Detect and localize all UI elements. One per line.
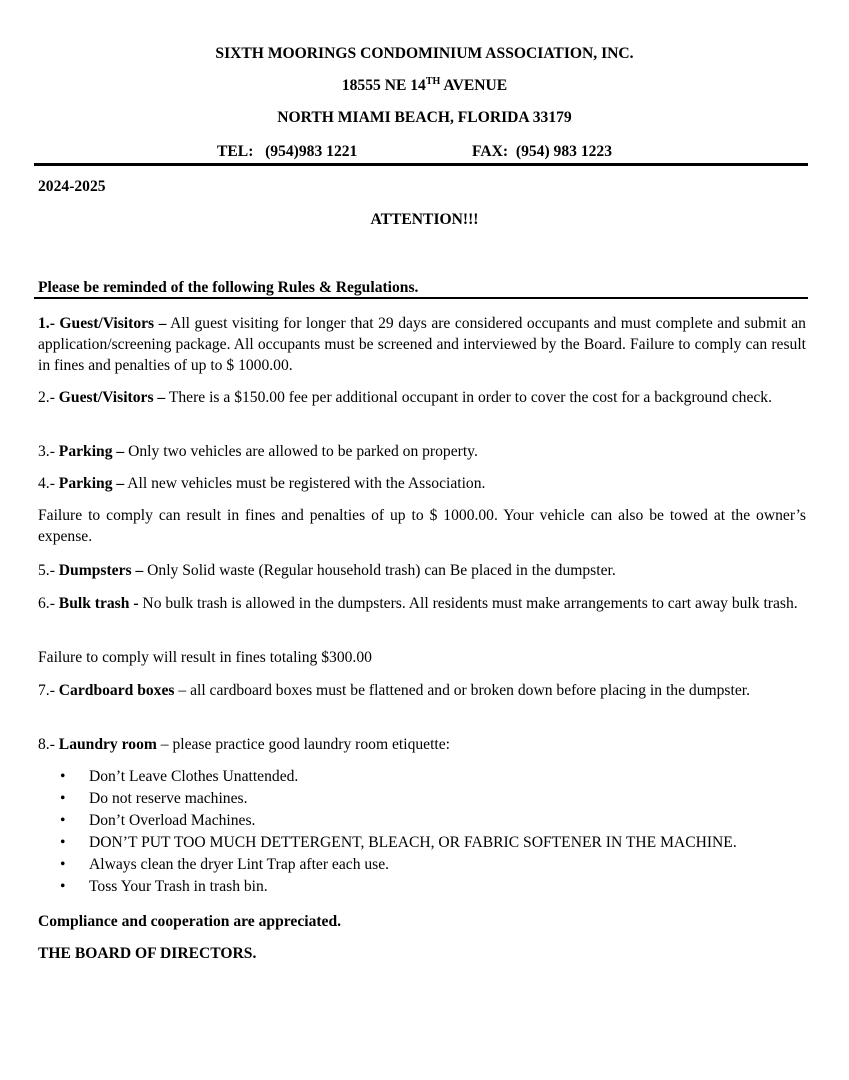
rule-text: – all cardboard boxes must be flattened and or broken down before placing in the dumpster.: [174, 682, 750, 699]
rule-2: [38, 387, 806, 408]
rule-title: Laundry room: [58, 736, 157, 753]
signature: THE BOARD OF DIRECTORS.: [38, 945, 257, 962]
rule-title: Parking –: [58, 475, 125, 492]
rule-8: [38, 734, 806, 755]
rule-text: All guest visiting for longer that 29 days are considered occupants and must complete and submit an application/screening package. All occupants must be screened and interviewed by the Board. Failure to comply can result in fines and penalties of up to $ 1000.00.: [38, 315, 806, 374]
rule-title: Bulk trash -: [58, 595, 139, 612]
rule-number: 7.-: [38, 682, 59, 699]
address-street: 18555 NE 14: [341, 77, 426, 94]
intro: Please be reminded of the following Rules & Regulations.: [38, 279, 419, 296]
rule-text: Only Solid waste (Regular household trash) can Be placed in the dumpster.: [143, 562, 616, 579]
rule-5: [38, 560, 806, 581]
address: [0, 77, 849, 95]
rule-text: Only two vehicles are allowed to be parked on property.: [124, 443, 478, 460]
laundry-list: [38, 766, 818, 898]
list-item: • Toss Your Trash in trash bin.: [38, 876, 818, 898]
rule-number: 4.-: [38, 475, 59, 492]
city-line: NORTH MIAMI BEACH, FLORIDA 33179: [277, 109, 572, 126]
rule-text: No bulk trash is allowed in the dumpsters. All residents must make arrangements to cart away bulk trash.: [138, 595, 798, 612]
year: 2024-2025: [38, 178, 106, 195]
rule-4: [38, 473, 806, 494]
rule-7: [38, 680, 806, 701]
rule-title: Cardboard boxes: [58, 682, 175, 699]
attention-heading: ATTENTION!!!: [370, 211, 479, 228]
list-item: • Always clean the dryer Lint Trap after each use.: [38, 854, 818, 876]
list-item: • Don’t Overload Machines.: [38, 810, 818, 832]
rule-text: There is a $150.00 fee per additional occupant in order to cover the cost for a background check.: [165, 389, 772, 406]
address-suffix: TH: [425, 76, 441, 87]
closing: Compliance and cooperation are appreciated.: [38, 913, 342, 930]
rule-text: – please practice good laundry room etiquette:: [156, 736, 451, 753]
rule-6: [38, 593, 806, 614]
list-item: • DON’T PUT TOO MUCH DETTERGENT, BLEACH, OR FABRIC SOFTENER IN THE MACHINE.: [38, 832, 818, 854]
org-name: SIXTH MOORINGS CONDOMINIUM ASSOCIATION, INC.: [215, 45, 634, 62]
telephone: TEL: (954)983 1221: [217, 143, 358, 160]
list-item: • Do not reserve machines.: [38, 788, 818, 810]
rule-text: All new vehicles must be registered with the Association.: [124, 475, 486, 492]
rule-number: 1.-: [38, 315, 60, 332]
rule-title: Parking –: [58, 443, 125, 460]
rule-title: Guest/Visitors –: [58, 389, 166, 406]
header-rule: [34, 163, 808, 166]
rule-title: Dumpsters –: [58, 562, 144, 579]
fax: FAX: (954) 983 1223: [472, 143, 613, 160]
rule-3: [38, 441, 806, 462]
parking-penalty-note: Failure to comply can result in fines and penalties of up to $ 1000.00. Your vehicle can also be towed at the owner’s expense.: [38, 507, 806, 545]
rule-1: [38, 313, 806, 376]
rule-number: 2.-: [38, 389, 59, 406]
rule-title: Guest/Visitors –: [59, 315, 167, 332]
intro-rule: [34, 297, 808, 299]
rule-number: 6.-: [38, 595, 59, 612]
rule-number: 8.-: [38, 736, 59, 753]
rule-number: 5.-: [38, 562, 59, 579]
list-item: • Don’t Leave Clothes Unattended.: [38, 766, 818, 788]
address-avenue: AVENUE: [440, 77, 508, 94]
rule-number: 3.-: [38, 443, 59, 460]
bulk-penalty-note: Failure to comply will result in fines totaling $300.00: [38, 649, 372, 666]
